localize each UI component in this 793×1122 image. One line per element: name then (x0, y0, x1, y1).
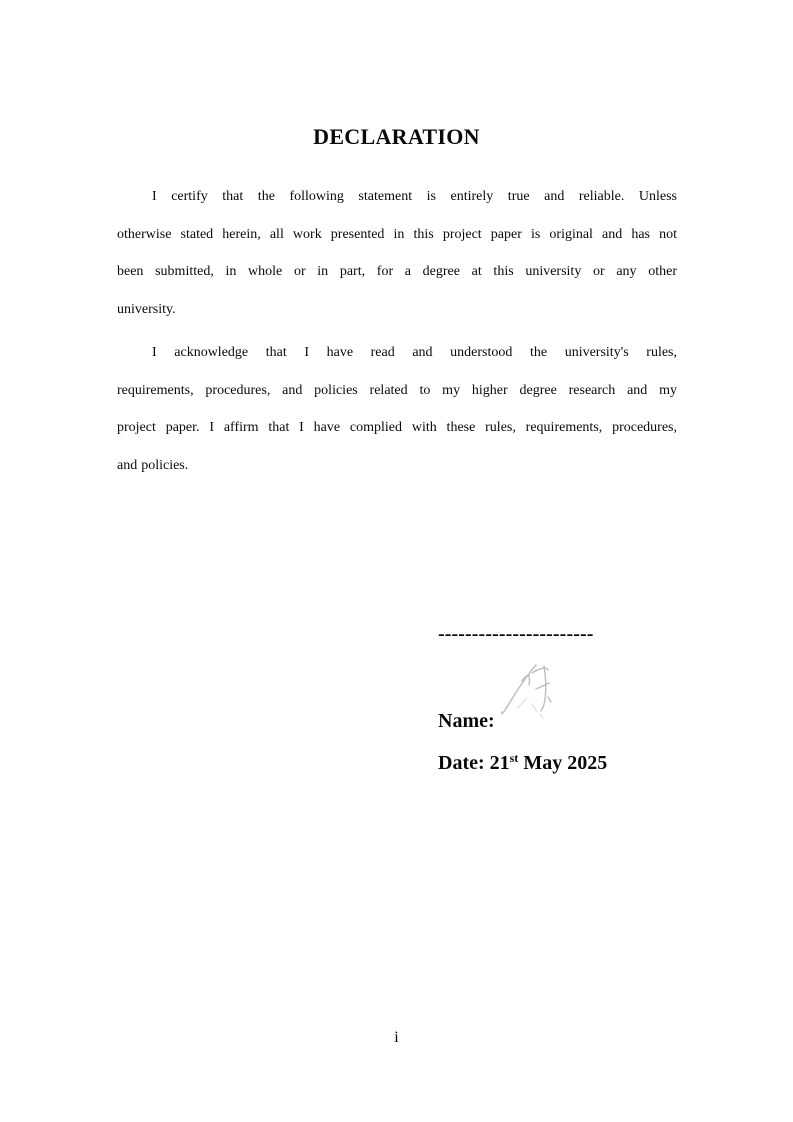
page-number: i (394, 1029, 399, 1046)
paragraph-line: otherwise stated herein, all work presented in this project paper is original and has not (117, 226, 677, 242)
paragraph-line: requirements, procedures, and policies related to my higher degree research and my (117, 382, 677, 398)
paragraph-line: been submitted, in whole or in part, for a degree at this university or any other (117, 264, 677, 279)
handwritten-signature-icon (498, 658, 580, 738)
name-label: Name: (438, 710, 495, 732)
paragraph-line: and policies. (117, 457, 189, 473)
date-prefix: Date: 21 (438, 752, 510, 774)
paragraph-line: I certify that the following statement is entirely true and reliable. Unless (152, 189, 677, 204)
paragraph-line: university. (117, 301, 176, 317)
paragraph-line: I acknowledge that I have read and understood the university's rules, (152, 345, 677, 360)
date-ordinal-superscript: st (509, 751, 519, 765)
declaration-paragraph-2 (117, 334, 677, 484)
date-suffix: May 2025 (518, 752, 608, 774)
paragraph-line: project paper. I affirm that I have complied with these rules, requirements, procedures, (117, 420, 677, 435)
name-field-label (438, 703, 495, 739)
signature-dashed-line: ----------------------- (438, 623, 594, 645)
page-title: DECLARATION (313, 124, 480, 149)
declaration-paragraph-1 (117, 178, 677, 328)
date-field-label (438, 740, 607, 776)
